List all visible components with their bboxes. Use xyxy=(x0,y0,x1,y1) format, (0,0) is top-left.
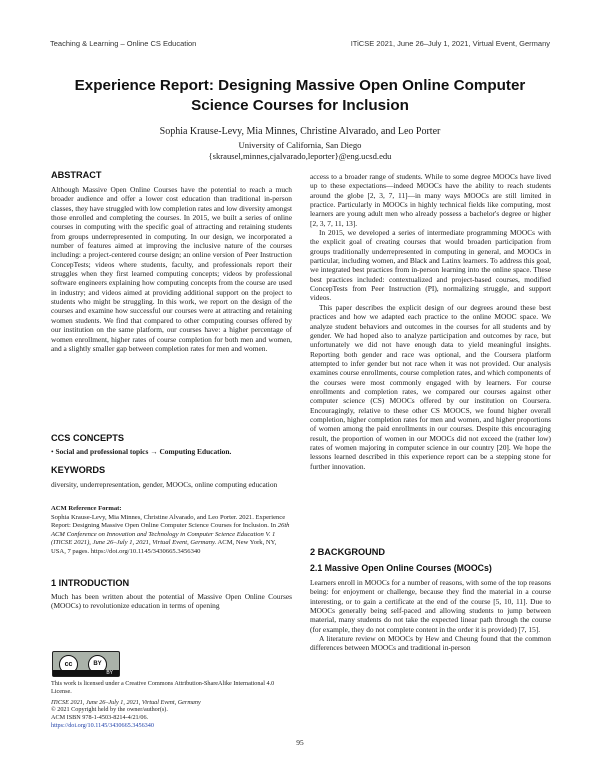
ccs-bullet: • xyxy=(51,447,54,456)
background-body xyxy=(310,578,551,653)
abstract-body xyxy=(51,185,292,353)
ccs-concepts xyxy=(51,447,292,456)
ccs-heading: CCS CONCEPTS xyxy=(51,433,124,443)
affiliation: University of California, San Diego xyxy=(238,140,362,150)
ccs-term-2: Computing Education. xyxy=(159,447,232,456)
title-line-1: Experience Report: Designing Massive Open Online Computer xyxy=(74,77,526,94)
attribution-icon: BY xyxy=(88,655,107,674)
acm-reference-format xyxy=(51,505,292,556)
license-venue: ITiCSE 2021, June 26–July 1, 2021, Virtual Event, Germany xyxy=(51,698,201,706)
intro-paragraph-1: access to a broader range of students. While to some degree MOOCs have lived up to these expectations—indeed MOOCs have the ability to reach students around the globe [2, 3, 7, 11]—in many ways MOOCs are still limited in practice. Particularly in MOOCs in highly technical fields like computing, most learners are young adult men who already possess a bachelor's degree or higher [2, 3, 7, 11, 13]. xyxy=(310,172,551,228)
intro-paragraph-2: In 2015, we developed a series of intermediate programming MOOCs with the explicit goal of creating courses that would broaden participation from groups traditionally underrepresented in computing in general, and MOOCs in particular, including women, and Black and Latinx learners. To address this goal, we integrated best practices from in-person learning into the online space. These best practices included: contextualized and project-based courses, modified ConcepTests from Peer Instruction (PI), normalizing struggle, and support videos. xyxy=(310,228,551,303)
background-heading: 2 BACKGROUND xyxy=(310,547,386,557)
running-header-right: ITiCSE 2021, June 26–July 1, 2021, Virtual Event, Germany xyxy=(350,39,550,48)
intro-paragraph-3: This paper describes the explicit design of our degrees around these best practices and how we adapted each practice to the online MOOC space. We analyze student behaviors and outcomes in the courses for all students and by gender. We had hoped also to analyze participation and outcomes by race, but unfortunately we did not have enough data to yield meaningful insights. Reporting both gender and race was optional, and the Coursera platform attempted to infer gender but not race when it was not provided. Our analysis examines course enrollments, course completion rates, and which components of the courses were most commonly engaged with by learners. For course enrollments and completion rates, we compared our courses against other computer science (CS) MOOCs offered by our institution on Coursera. Encouragingly, relative to these other CS MOOCS, we found higher overall completion, higher completion rates for men and women, and higher proportions of women among the paid enrollments in our courses. Despite this encouraging result, the proportion of women in our MOOCs did not exceed the (rather low) rates of women majoring in computer science in our country [20]. We hope the lessons learned described in this experience report can be a stepping stone for further innovation. xyxy=(310,302,551,471)
introduction-heading: 1 INTRODUCTION xyxy=(51,578,130,588)
reference-authors: Sophia Krause-Levy, Mia Minnes, Christine Alvarado, and Leo Porter. 2021. Experience Report: Designing Massive Open Online Computer Science Courses for Inclusion. In xyxy=(51,513,286,529)
author-emails: {skrausel,minnes,cjalvarado,leporter}@eng.ucsd.edu xyxy=(208,151,392,161)
cc-logo-icon: cc xyxy=(59,655,78,674)
keywords-text: diversity, underrepresentation, gender, MOOCs, online computing education xyxy=(51,480,278,489)
license-copyright: © 2021 Copyright held by the owner/author(s). xyxy=(51,706,168,714)
keywords-body xyxy=(51,480,292,489)
cc-by-strip: BY xyxy=(53,670,119,676)
background-paragraph-2: A literature review on MOOCs by Hew and Cheung found that the common differences between MOOCs and traditional in-person xyxy=(310,634,551,653)
running-header-left: Teaching & Learning – Online CS Education xyxy=(50,39,197,48)
reference-venue: 26th ACM Conference on Innovation and Technology in Computer Science Education V. 1 (ITiCSE 2021), June 26–July 1, 2021, Virtual Event, Germany. xyxy=(51,522,290,546)
page-number: 95 xyxy=(296,738,304,747)
abstract-heading: ABSTRACT xyxy=(51,170,102,180)
license-doi-link[interactable]: https://doi.org/10.1145/3430665.3456340 xyxy=(51,721,154,729)
license-line: This work is licensed under a Creative Commons Attribution-ShareAlike International 4.0 License. xyxy=(51,680,275,695)
abstract-text: Although Massive Open Online Courses have the potential to reach a much broader audience and offer a lower cost education than traditional in-person classes, they have struggled with low completion rates and low diversity amongst those enrolled and completing the courses. In 2015, we built a series of online courses in computing with the specific goal of attracting and retaining students from groups underrepresented in computing. In our design, we incorporated a number of features aimed at improving the inclusive nature of the courses including: a project-centered course design; an online version of Peer Instruction ConcepTests; videos where students, faculty, and professionals report their struggles when they first learned computing concepts; videos by professional software engineers explaining how computing concepts from the course are used in industry; and videos aimed at providing additional support on the project to students who might be struggling. In this work, we report on the design of the courses and examine how successful our courses were at attracting and retaining women students. We find that compared to other computing courses offered by our institution on the same platform, our courses have: a higher percentage of women enrollment, higher rates of course completion for both men and women, and a slightly smaller gap between completion rates for men and women. xyxy=(51,185,292,353)
introduction-continued xyxy=(310,172,551,471)
author-list: Sophia Krause-Levy, Mia Minnes, Christine Alvarado, and Leo Porter xyxy=(159,126,441,137)
license-notice xyxy=(51,680,292,730)
creative-commons-badge xyxy=(52,651,120,677)
title-line-2: Science Courses for Inclusion xyxy=(191,97,409,114)
reference-tail: ACM, New York, NY, USA, 7 pages. https://doi.org/10.1145/3430665.3456340 xyxy=(51,539,277,555)
ccs-arrow: → xyxy=(150,447,158,456)
keywords-heading: KEYWORDS xyxy=(51,465,106,475)
introduction-text: Much has been written about the potential of Massive Open Online Courses (MOOCs) to revolutionize education in terms of opening xyxy=(51,592,292,611)
paper-title xyxy=(40,76,560,116)
ccs-term-1: Social and professional topics xyxy=(55,447,149,456)
background-paragraph-1: Learners enroll in MOOCs for a number of reasons, with some of the top reasons being: for enjoyment or challenge, because they find the material in a course interesting, or to gain a certificate at the end of the course [5, 10, 11]. Due to MOOCs generally being self-paced and allowing students to jump between material, many students do not take the expected linear path through the course (for example, they do not complete content in the order it is provided) [7, 15]. xyxy=(310,578,551,634)
license-isbn: ACM ISBN 978-1-4503-8214-4/21/06. xyxy=(51,714,149,722)
mooc-subsection-heading: 2.1 Massive Open Online Courses (MOOCs) xyxy=(310,563,492,573)
reference-heading: ACM Reference Format: xyxy=(51,505,122,512)
introduction-body xyxy=(51,592,292,611)
